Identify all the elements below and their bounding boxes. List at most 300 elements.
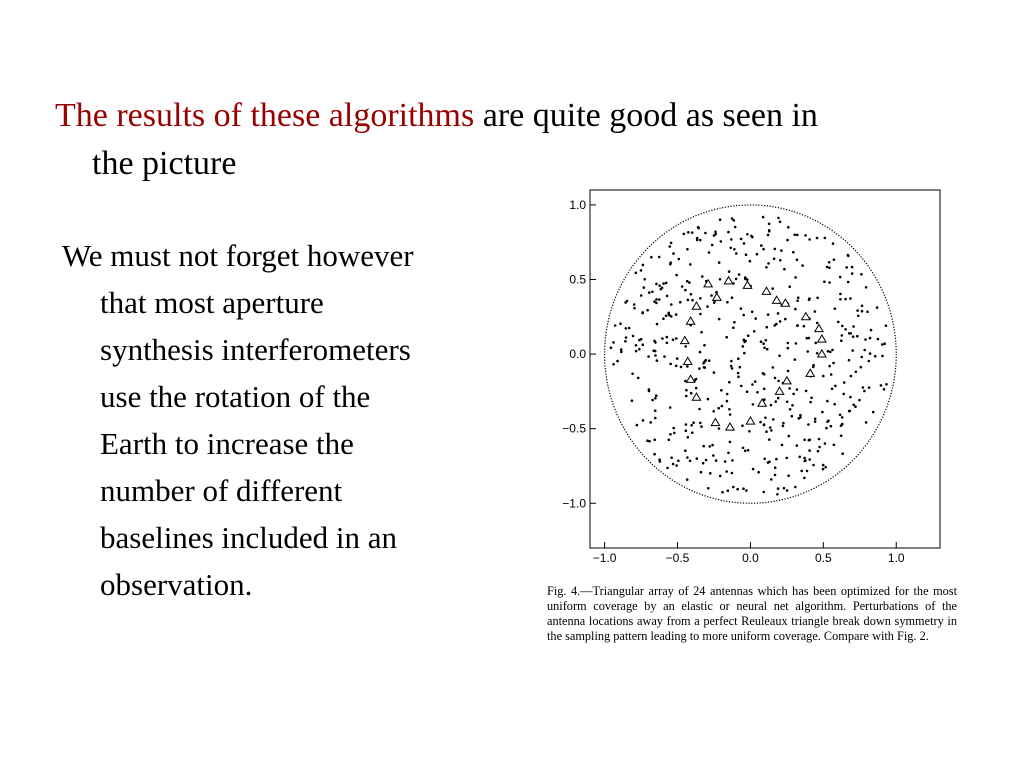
- sample-dot: [818, 438, 821, 441]
- sample-dot: [727, 489, 730, 492]
- sample-dot: [654, 341, 657, 344]
- sample-dot: [690, 392, 693, 395]
- sample-dot: [727, 452, 730, 455]
- sample-dot: [711, 444, 714, 447]
- sample-dot: [796, 324, 799, 327]
- sample-dot: [648, 440, 651, 443]
- sample-dot: [797, 417, 800, 420]
- sample-dot: [719, 475, 722, 478]
- sample-dot: [883, 342, 886, 345]
- sample-dot: [880, 384, 883, 387]
- sample-dot: [760, 340, 763, 343]
- sample-dot: [866, 311, 869, 314]
- sample-dot: [669, 263, 672, 266]
- sample-dot: [833, 444, 836, 447]
- sample-dot: [742, 487, 745, 490]
- sample-dot: [702, 445, 705, 448]
- sample-dot: [633, 307, 636, 310]
- sample-dot: [733, 321, 736, 324]
- antenna-triangle: [692, 302, 700, 309]
- sample-dot: [631, 399, 634, 402]
- sample-dot: [862, 386, 865, 389]
- sample-dot: [854, 405, 857, 408]
- sample-dot: [654, 409, 657, 412]
- sample-dot: [832, 362, 835, 365]
- sample-dot: [713, 371, 716, 374]
- sample-dot: [666, 342, 669, 345]
- sample-dot: [803, 457, 806, 460]
- sample-dot: [773, 257, 776, 260]
- antenna-triangle: [713, 293, 721, 300]
- sample-dot: [688, 281, 691, 284]
- antenna-triangle: [724, 277, 732, 284]
- sample-dot: [712, 454, 715, 457]
- sample-dot: [800, 470, 803, 473]
- sample-dot: [883, 388, 886, 391]
- antenna-triangles: [681, 277, 826, 430]
- sample-dot: [680, 366, 683, 369]
- sample-dot: [759, 421, 762, 424]
- sample-dot: [668, 439, 671, 442]
- sample-dot: [752, 468, 755, 471]
- sample-dot: [742, 314, 745, 317]
- sample-dot: [690, 424, 693, 427]
- x-tick-label: 0.5: [814, 551, 832, 565]
- sample-dot: [868, 360, 871, 363]
- antenna-triangle: [711, 419, 719, 426]
- sample-dot: [643, 286, 646, 289]
- sample-dot: [675, 313, 678, 316]
- sample-dot: [642, 419, 645, 422]
- body-line: Earth to increase the: [100, 426, 354, 461]
- sample-dot: [747, 449, 750, 452]
- sample-dot: [844, 298, 847, 301]
- sample-dot: [616, 360, 619, 363]
- sample-dot: [814, 420, 817, 423]
- sample-dot: [654, 350, 657, 353]
- sample-dot: [678, 258, 681, 261]
- sample-dot: [635, 344, 638, 347]
- sample-dot: [625, 327, 628, 330]
- sample-dot: [670, 242, 673, 245]
- sample-dot: [734, 226, 737, 229]
- sample-dot: [763, 458, 766, 461]
- sample-dot: [642, 343, 645, 346]
- sample-dot: [779, 320, 782, 323]
- sample-dot: [783, 487, 786, 490]
- body-line: baselines included in an: [100, 520, 397, 555]
- sample-dot: [833, 258, 836, 261]
- sample-dot: [852, 335, 855, 338]
- sample-dot: [847, 255, 850, 258]
- sample-dot: [801, 264, 804, 267]
- sample-dot: [777, 397, 780, 400]
- sample-dot: [700, 425, 703, 428]
- antenna-triangle: [686, 317, 694, 324]
- sample-dot: [665, 282, 668, 285]
- sample-dot: [840, 339, 843, 342]
- sample-dot: [837, 321, 840, 324]
- sample-dot: [771, 287, 774, 290]
- sample-dot: [691, 431, 694, 434]
- sample-dot: [808, 238, 811, 241]
- sample-dot: [827, 419, 830, 422]
- sample-dot: [822, 375, 825, 378]
- sample-dot: [794, 486, 797, 489]
- sample-dot: [740, 307, 743, 310]
- sample-dot: [841, 452, 844, 455]
- sample-dot: [848, 332, 851, 335]
- sample-dot: [860, 273, 863, 276]
- sample-dot: [686, 365, 689, 368]
- body-line: synthesis interferometers: [100, 332, 411, 367]
- sample-dot: [881, 355, 884, 358]
- coverage-boundary-circle: [605, 205, 897, 503]
- sample-dot: [732, 486, 735, 489]
- sample-dot: [744, 450, 747, 453]
- sample-dot: [656, 323, 659, 326]
- sample-dot: [631, 372, 634, 375]
- sample-dot: [635, 272, 638, 275]
- sample-dot: [810, 397, 813, 400]
- sample-dot: [803, 439, 806, 442]
- sample-dot: [803, 477, 806, 480]
- sample-dot: [770, 429, 773, 432]
- sample-dot: [797, 296, 800, 299]
- sample-dot: [714, 233, 717, 236]
- sample-dot: [737, 372, 740, 375]
- sample-dot: [610, 346, 613, 349]
- sample-dot: [765, 430, 768, 433]
- sample-dot: [821, 411, 824, 414]
- sample-dot: [731, 296, 734, 299]
- antenna-triangle: [746, 417, 754, 424]
- sample-dot: [725, 336, 728, 339]
- sample-dot: [767, 313, 770, 316]
- sample-dot: [833, 403, 836, 406]
- x-tick-label: −1.0: [592, 551, 617, 565]
- sample-dot: [828, 281, 831, 284]
- sample-dot: [698, 408, 701, 411]
- sample-dot: [763, 373, 766, 376]
- sample-dot: [705, 359, 708, 362]
- sampling-points: [605, 205, 897, 503]
- sample-dot: [849, 297, 852, 300]
- sample-dot: [696, 239, 699, 242]
- sample-dot: [796, 259, 799, 262]
- sample-dot: [832, 242, 835, 245]
- sample-dot: [824, 466, 827, 469]
- sample-dot: [675, 464, 678, 467]
- y-tick-label: 0.5: [569, 272, 586, 287]
- sample-dot: [856, 335, 859, 338]
- sample-dot: [614, 324, 617, 327]
- sample-dot: [839, 298, 842, 301]
- sample-dot: [699, 422, 702, 425]
- sample-dot: [641, 312, 644, 315]
- sample-dot: [749, 260, 752, 263]
- sample-dot: [647, 355, 650, 358]
- sample-dot: [643, 278, 646, 281]
- sample-dot: [865, 286, 868, 289]
- sample-dot: [729, 413, 732, 416]
- sample-dot: [718, 261, 721, 264]
- sample-dot: [642, 264, 645, 267]
- body-line: use the rotation of the: [100, 379, 371, 414]
- sample-dot: [653, 453, 656, 456]
- sample-dot: [841, 325, 844, 328]
- sample-dot: [731, 217, 734, 220]
- antenna-triangle: [806, 369, 814, 376]
- sample-dot: [795, 342, 798, 345]
- sample-dot: [655, 298, 658, 301]
- sample-dot: [777, 380, 780, 383]
- sample-dot: [735, 278, 738, 281]
- sample-dot: [687, 436, 690, 439]
- sample-dot: [782, 422, 785, 425]
- sample-dot: [708, 359, 711, 362]
- sample-dot: [695, 378, 698, 381]
- sample-dot: [776, 493, 779, 496]
- sample-dot: [817, 450, 820, 453]
- sample-dot: [672, 427, 675, 430]
- sample-dot: [766, 348, 769, 351]
- sample-dot: [805, 390, 808, 393]
- sample-dot: [727, 231, 730, 234]
- sample-dot: [707, 487, 710, 490]
- sample-dot: [762, 491, 765, 494]
- sample-dot: [686, 456, 689, 459]
- sample-dot: [874, 355, 877, 358]
- sample-dot: [689, 263, 692, 266]
- sample-dot: [798, 456, 801, 459]
- sample-dot: [796, 300, 799, 303]
- sample-dot: [816, 237, 819, 240]
- sample-dot: [692, 421, 695, 424]
- sample-dot: [860, 356, 863, 359]
- sample-dot: [669, 406, 672, 409]
- sample-dot: [737, 357, 740, 360]
- sample-dot: [741, 424, 744, 427]
- sample-dot: [747, 334, 750, 337]
- sample-dot: [792, 251, 795, 254]
- sample-dot: [777, 312, 780, 315]
- sample-dot: [710, 294, 713, 297]
- sample-dot: [677, 460, 680, 463]
- sample-dot: [668, 245, 671, 248]
- sample-dot: [768, 438, 771, 441]
- sample-dot: [850, 375, 853, 378]
- sample-dot: [689, 460, 692, 463]
- sample-dot: [839, 276, 842, 279]
- sample-dot: [765, 339, 768, 342]
- sample-dot: [841, 334, 844, 337]
- sample-dot: [767, 461, 770, 464]
- sample-dot: [705, 459, 708, 462]
- sample-dot: [778, 354, 781, 357]
- sample-dot: [844, 328, 847, 331]
- sample-dot: [675, 274, 678, 277]
- slide-heading: [55, 92, 975, 188]
- sample-dot: [775, 458, 778, 461]
- sample-dot: [742, 345, 745, 348]
- sample-dot: [648, 291, 651, 294]
- sample-dot: [733, 248, 736, 251]
- sample-dot: [840, 434, 843, 437]
- sample-dot: [675, 337, 678, 340]
- sample-dot: [628, 327, 631, 330]
- sample-dot: [735, 252, 738, 255]
- sample-dot: [812, 464, 815, 467]
- sample-dot: [748, 430, 751, 433]
- sample-dot: [715, 459, 718, 462]
- sample-dot: [658, 256, 661, 259]
- sample-dot: [834, 307, 837, 310]
- sample-dot: [770, 404, 773, 407]
- sample-dot: [619, 322, 622, 325]
- sample-dot: [655, 394, 658, 397]
- sample-dot: [885, 383, 888, 386]
- sample-dot: [818, 446, 821, 449]
- body-line: observation.: [100, 567, 253, 602]
- sample-dot: [763, 347, 766, 350]
- sample-dot: [863, 390, 866, 393]
- sample-dot: [721, 491, 724, 494]
- sample-dot: [656, 359, 659, 362]
- x-tick-label: 0.0: [742, 551, 759, 565]
- sample-dot: [720, 389, 723, 392]
- sample-dot: [851, 266, 854, 269]
- sample-dot: [659, 460, 662, 463]
- sample-dot: [726, 393, 729, 396]
- sample-dot: [672, 252, 675, 255]
- sample-dot: [794, 358, 797, 361]
- sample-dot: [726, 301, 729, 304]
- sample-dot: [829, 351, 832, 354]
- sample-dot: [612, 341, 615, 344]
- x-tick-label: −0.5: [665, 551, 690, 565]
- body-line: that most aperture: [100, 285, 324, 320]
- sample-dot: [675, 365, 678, 368]
- sample-dot: [786, 239, 789, 242]
- sample-dot: [728, 270, 731, 273]
- sample-dot: [653, 439, 656, 442]
- sample-dot: [786, 401, 789, 404]
- sample-dot: [654, 354, 657, 357]
- sample-dot: [636, 424, 639, 427]
- sample-dot: [670, 303, 673, 306]
- sample-dot: [743, 242, 746, 245]
- sample-dot: [828, 261, 831, 264]
- sample-dot: [661, 337, 664, 340]
- body-paragraph: [62, 232, 532, 608]
- antenna-triangle: [802, 313, 810, 320]
- sample-dot: [662, 282, 665, 285]
- sample-dot: [823, 280, 826, 283]
- sample-dot: [768, 223, 771, 226]
- sample-dot: [684, 449, 687, 452]
- sample-dot: [708, 445, 711, 448]
- sample-dot: [654, 417, 657, 420]
- sample-dot: [831, 349, 834, 352]
- sample-dot: [738, 273, 741, 276]
- sample-dot: [679, 301, 682, 304]
- sample-dot: [787, 342, 790, 345]
- sample-dot: [791, 415, 794, 418]
- sample-dot: [826, 266, 829, 269]
- sample-dot: [638, 348, 641, 351]
- sample-dot: [828, 365, 831, 368]
- sample-dot: [751, 311, 754, 314]
- sample-dot: [640, 269, 643, 272]
- sample-dot: [796, 444, 799, 447]
- sample-dot: [841, 423, 844, 426]
- sample-dot: [737, 376, 740, 379]
- antenna-triangle: [815, 325, 823, 332]
- sample-dot: [851, 272, 854, 275]
- sample-dot: [655, 302, 658, 305]
- sample-dot: [877, 338, 880, 341]
- sample-dot: [625, 336, 628, 339]
- sample-dot: [708, 251, 711, 254]
- sample-dot: [699, 351, 702, 354]
- sample-dot: [774, 400, 777, 403]
- sample-dot: [730, 238, 733, 241]
- sample-dot: [743, 352, 746, 355]
- sample-dot: [863, 349, 866, 352]
- heading-rest: are quite good as seen in: [482, 97, 818, 134]
- sample-dot: [740, 238, 743, 241]
- sample-dot: [651, 291, 654, 294]
- sample-dot: [764, 416, 767, 419]
- sample-dot: [845, 266, 848, 269]
- sample-dot: [814, 310, 817, 313]
- sample-dot: [753, 330, 756, 333]
- antenna-triangle: [684, 357, 692, 364]
- sample-dot: [772, 366, 775, 369]
- sample-dot: [666, 336, 669, 339]
- sample-dot: [731, 472, 734, 475]
- sample-dot: [635, 350, 638, 353]
- sample-dot: [806, 350, 809, 353]
- sample-dot: [807, 423, 810, 426]
- sample-dot: [746, 278, 749, 281]
- sample-dot: [648, 390, 651, 393]
- sample-dot: [658, 298, 661, 301]
- sample-dot: [885, 324, 888, 327]
- sample-dot: [640, 294, 643, 297]
- sample-dot: [803, 460, 806, 463]
- sample-dot: [736, 488, 739, 491]
- sample-dot: [637, 377, 640, 380]
- sample-dot: [612, 363, 615, 366]
- sample-dot: [699, 297, 702, 300]
- sample-dot: [804, 234, 807, 237]
- sample-dot: [839, 414, 842, 417]
- sample-dot: [843, 381, 846, 384]
- sample-dot: [684, 289, 687, 292]
- sample-dot: [831, 388, 834, 391]
- sample-dot: [718, 318, 721, 321]
- sample-dot: [869, 352, 872, 355]
- sample-dot: [786, 489, 789, 492]
- sample-dot: [861, 310, 864, 313]
- sample-dot: [777, 487, 780, 490]
- sample-dot: [847, 281, 850, 284]
- sample-dot: [661, 287, 664, 290]
- sample-dot: [756, 391, 759, 394]
- sample-dot: [666, 467, 669, 470]
